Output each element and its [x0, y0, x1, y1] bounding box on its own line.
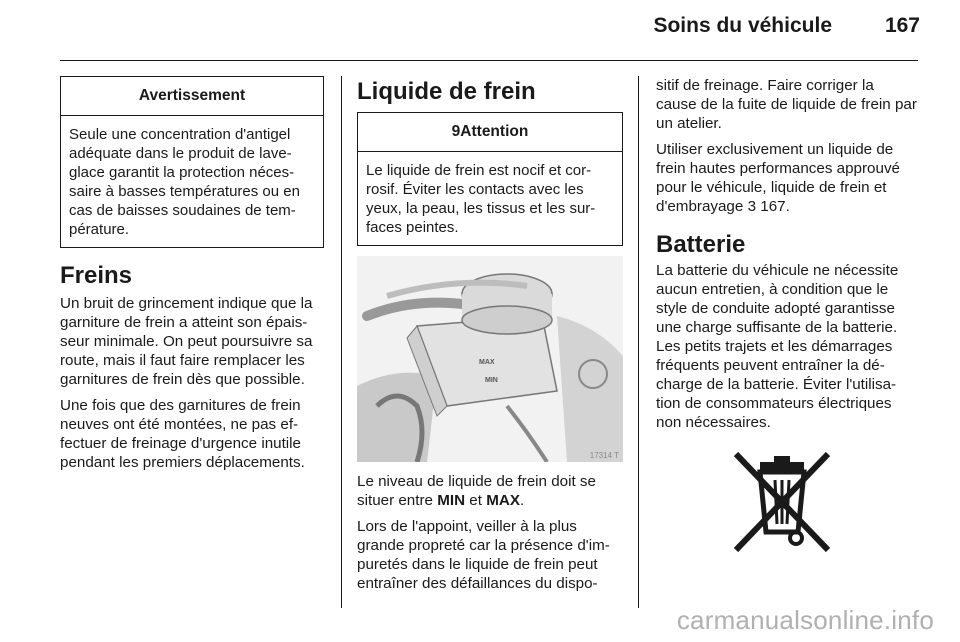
watermark: carmanualsonline.info: [676, 605, 934, 635]
batterie-text: La batterie du véhicule ne nécessite aucun entretien, à condition que le style de conduite adopté garantisse une charge suffisante de la batterie. Les petits trajets et les démarrages fréquents peuvent entraîner la dé-charge de la batterie. Éviter l'utilisa-tion de consommateurs électriques non nécessaires.: [656, 262, 899, 431]
attention-title: Attention: [460, 123, 529, 140]
fluid-level-and: et: [469, 492, 482, 509]
crossed-out-wheelie-bin-icon: [730, 448, 834, 556]
header-divider: [60, 60, 918, 61]
section-heading-batterie: Batterie: [656, 231, 746, 258]
fluid-type-text-body: Utiliser exclusivement un liquide de frein hautes performances approuvé pour le véhicule, liquide de frein et d'embrayage: [656, 141, 900, 215]
continued-text: sitif de freinage. Faire corriger la cause de la fuite de liquide de frein par un atelier.: [656, 77, 917, 132]
page-reference-arrow-icon: 3: [747, 198, 757, 215]
min-label: MIN: [437, 492, 466, 509]
photo-label-min: MIN: [485, 377, 498, 384]
freins-paragraph-1: Un bruit de grincement indique que la garniture de frein a atteint son épais-seur minimale. On peut poursuivre sa route, mais il faut faire remplacer les garnitures de frein dès que possible.: [60, 295, 313, 388]
page-reference: 167.: [760, 198, 790, 215]
column-divider-1: [341, 76, 342, 608]
column-left: [60, 76, 324, 479]
fluid-type-text: [656, 140, 918, 216]
attention-box-text: Le liquide de frein est nocif et cor-rosif. Éviter les contacts avec les yeux, la peau, les tissus et les sur-faces peintes.: [366, 162, 596, 236]
warning-box: [60, 76, 324, 248]
page-number: 167: [884, 14, 920, 37]
section-heading-liquide: Liquide de frein: [357, 78, 536, 105]
column-divider-2: [638, 76, 639, 608]
attention-box: [357, 112, 623, 246]
column-right: [656, 76, 918, 556]
max-label: MAX: [486, 492, 520, 509]
fluid-level-text-start: Le niveau de liquide de frein doit se situer entre: [357, 473, 596, 509]
freins-paragraph-2: Une fois que des garnitures de frein neuves ont été montées, ne pas ef-fectuer de freinage d'urgence inutile pendant les premiers déplacements.: [60, 397, 305, 471]
warning-box-text: Seule une concentration d'antigel adéquate dans le produit de lave-glace garantit la protection néces-saire à basses températures ou en cas de baisses soudaines de tem-pérature.: [69, 126, 300, 238]
photo-label-max: MAX: [479, 359, 495, 366]
fluid-level-end: .: [519, 492, 525, 509]
section-heading-freins: Freins: [60, 262, 133, 289]
fluid-level-text: [357, 472, 623, 510]
column-middle: [357, 76, 623, 600]
warning-box-title: Avertissement: [61, 77, 323, 116]
attention-box-title: [358, 113, 622, 152]
section-title: Soins du véhicule: [653, 14, 832, 37]
warning-triangle-icon: 9: [451, 123, 461, 140]
brake-fluid-reservoir-illustration: [357, 256, 623, 462]
illustration-code: 17314 T: [589, 451, 619, 460]
topping-up-text: Lors de l'appoint, veiller à la plus grande propreté car la présence d'im-puretés dans le liquide de frein peut entraîner des défaillances du dispo-: [357, 518, 610, 592]
